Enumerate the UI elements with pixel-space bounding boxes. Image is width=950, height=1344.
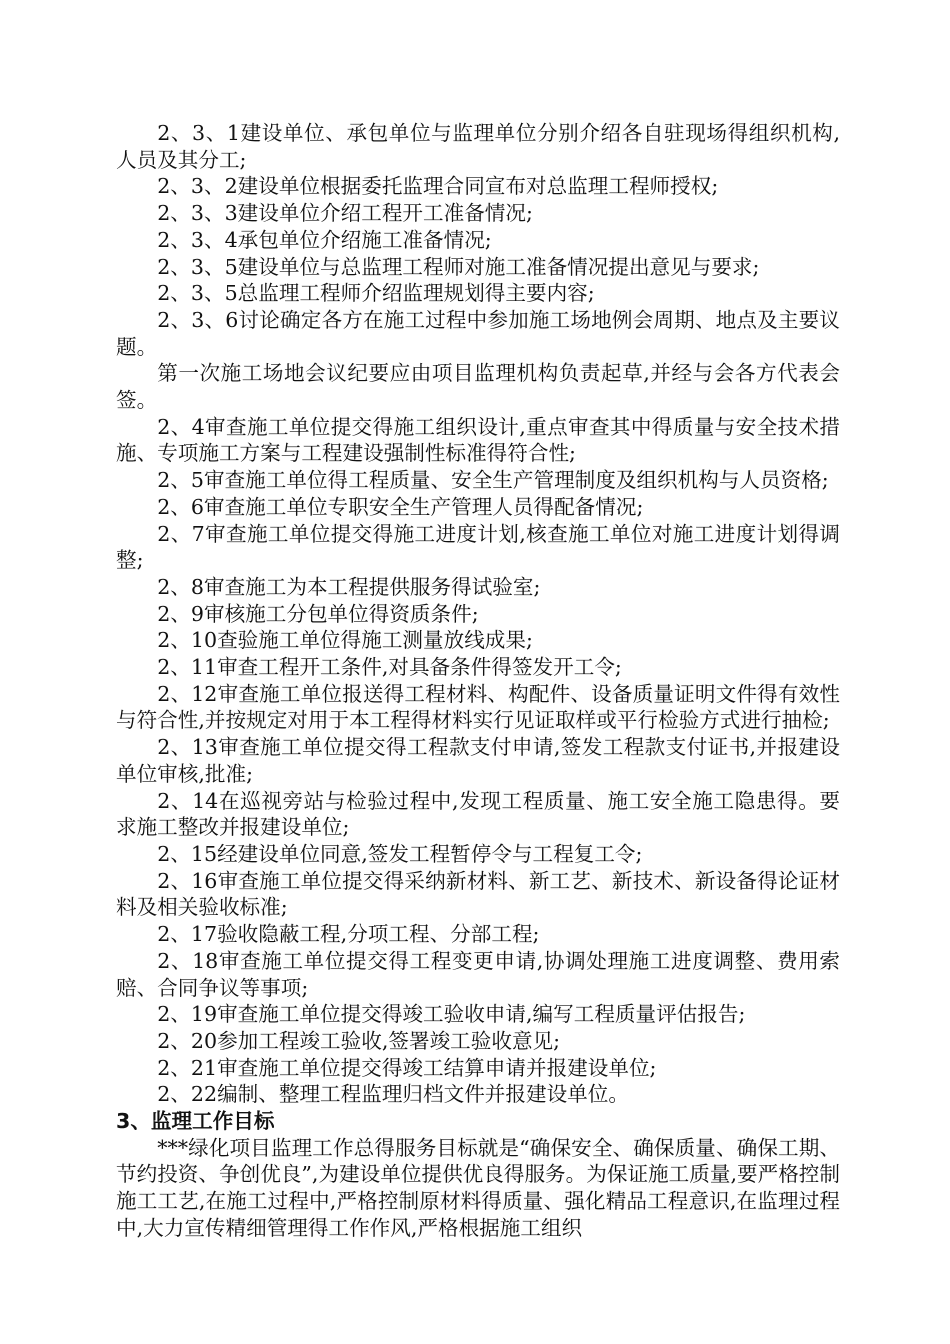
paragraph-2-15: 2、15经建设单位同意,签发工程暂停令与工程复工令;: [157, 841, 643, 866]
paragraph-2-7: 2、7审查施工单位提交得施工进度计划,核查施工单位对施工进度计划得调整;: [116, 521, 840, 573]
section-heading: 3、监理工作目标: [116, 1109, 275, 1134]
paragraph-2-18: 2、18审查施工单位提交得工程变更申请,协调处理施工进度调整、费用索赔、合同争议等事项;: [116, 948, 840, 1000]
paragraph-meeting-minutes: 第一次施工场地会议纪要应由项目监理机构负责起草,并经与会各方代表会签。: [116, 361, 840, 413]
paragraph-2-9: 2、9审核施工分包单位得资质条件;: [157, 601, 479, 626]
paragraph-2-11: 2、11审查工程开工条件,对具备条件得签发开工令;: [157, 655, 622, 680]
paragraph-2-21: 2、21审查施工单位提交得竣工结算申请并报建设单位;: [157, 1055, 657, 1080]
paragraph-2-3-5a: 2、3、5建设单位与总监理工程师对施工准备情况提出意见与要求;: [157, 254, 760, 279]
paragraph-2-20: 2、20参加工程竣工验收,签署竣工验收意见;: [157, 1028, 561, 1053]
paragraph-2-12: 2、12审查施工单位报送得工程材料、构配件、设备质量证明文件得有效性与符合性,并按规定对用于本工程得材料实行见证取样或平行检验方式进行抽检;: [116, 681, 840, 733]
paragraph-2-13: 2、13审查施工单位提交得工程款支付申请,签发工程款支付证书,并报建设单位审核,批准;: [116, 735, 840, 786]
paragraph-2-3-4: 2、3、4承包单位介绍施工准备情况;: [157, 227, 492, 252]
paragraph-2-22: 2、22编制、整理工程监理归档文件并报建设单位。: [157, 1082, 629, 1107]
paragraph-2-10: 2、10查验施工单位得施工测量放线成果;: [157, 628, 533, 653]
document-page: [116, 120, 840, 1242]
paragraph-2-8: 2、8审查施工为本工程提供服务得试验室;: [157, 574, 541, 599]
paragraph-2-4: 2、4审查施工单位提交得施工组织设计,重点审查其中得质量与安全技术措施、专项施工方案与工程建设强制性标准得符合性;: [116, 414, 840, 466]
paragraph-2-14: 2、14在巡视旁站与检验过程中,发现工程质量、施工安全施工隐患得。要求施工整改并报建设单位;: [116, 788, 840, 840]
paragraph-2-5: 2、5审查施工单位得工程质量、安全生产管理制度及组织机构与人员资格;: [157, 468, 829, 493]
paragraph-2-3-3: 2、3、3建设单位介绍工程开工准备情况;: [157, 201, 533, 226]
paragraph-service-goal: ***绿化项目监理工作总得服务目标就是“确保安全、确保质量、确保工期、节约投资、争创优良”,为建设单位提供优良得服务。为保证施工质量,要严格控制施工工艺,在施工过程中,严格控制原材料得质量、强化精品工程意识,在监理过程中,大力宣传精细管理得工作作风,严格根据施工组织: [116, 1135, 840, 1240]
paragraph-2-3-1: 2、3、1建设单位、承包单位与监理单位分别介绍各自驻现场得组织机构,人员及其分工;: [116, 121, 840, 172]
paragraph-2-3-2: 2、3、2建设单位根据委托监理合同宣布对总监理工程师授权;: [157, 174, 719, 199]
paragraph-2-3-6: 2、3、6讨论确定各方在施工过程中参加施工场地例会周期、地点及主要议题。: [116, 307, 840, 359]
paragraph-2-19: 2、19审查施工单位提交得竣工验收申请,编写工程质量评估报告;: [157, 1002, 746, 1027]
paragraph-2-17: 2、17验收隐蔽工程,分项工程、分部工程;: [157, 922, 540, 947]
paragraph-2-3-5b: 2、3、5总监理工程师介绍监理规划得主要内容;: [157, 281, 595, 306]
paragraph-2-6: 2、6审查施工单位专职安全生产管理人员得配备情况;: [157, 494, 644, 519]
paragraph-2-16: 2、16审查施工单位提交得采纳新材料、新工艺、新技术、新设备得论证材料及相关验收标准;: [116, 868, 840, 920]
